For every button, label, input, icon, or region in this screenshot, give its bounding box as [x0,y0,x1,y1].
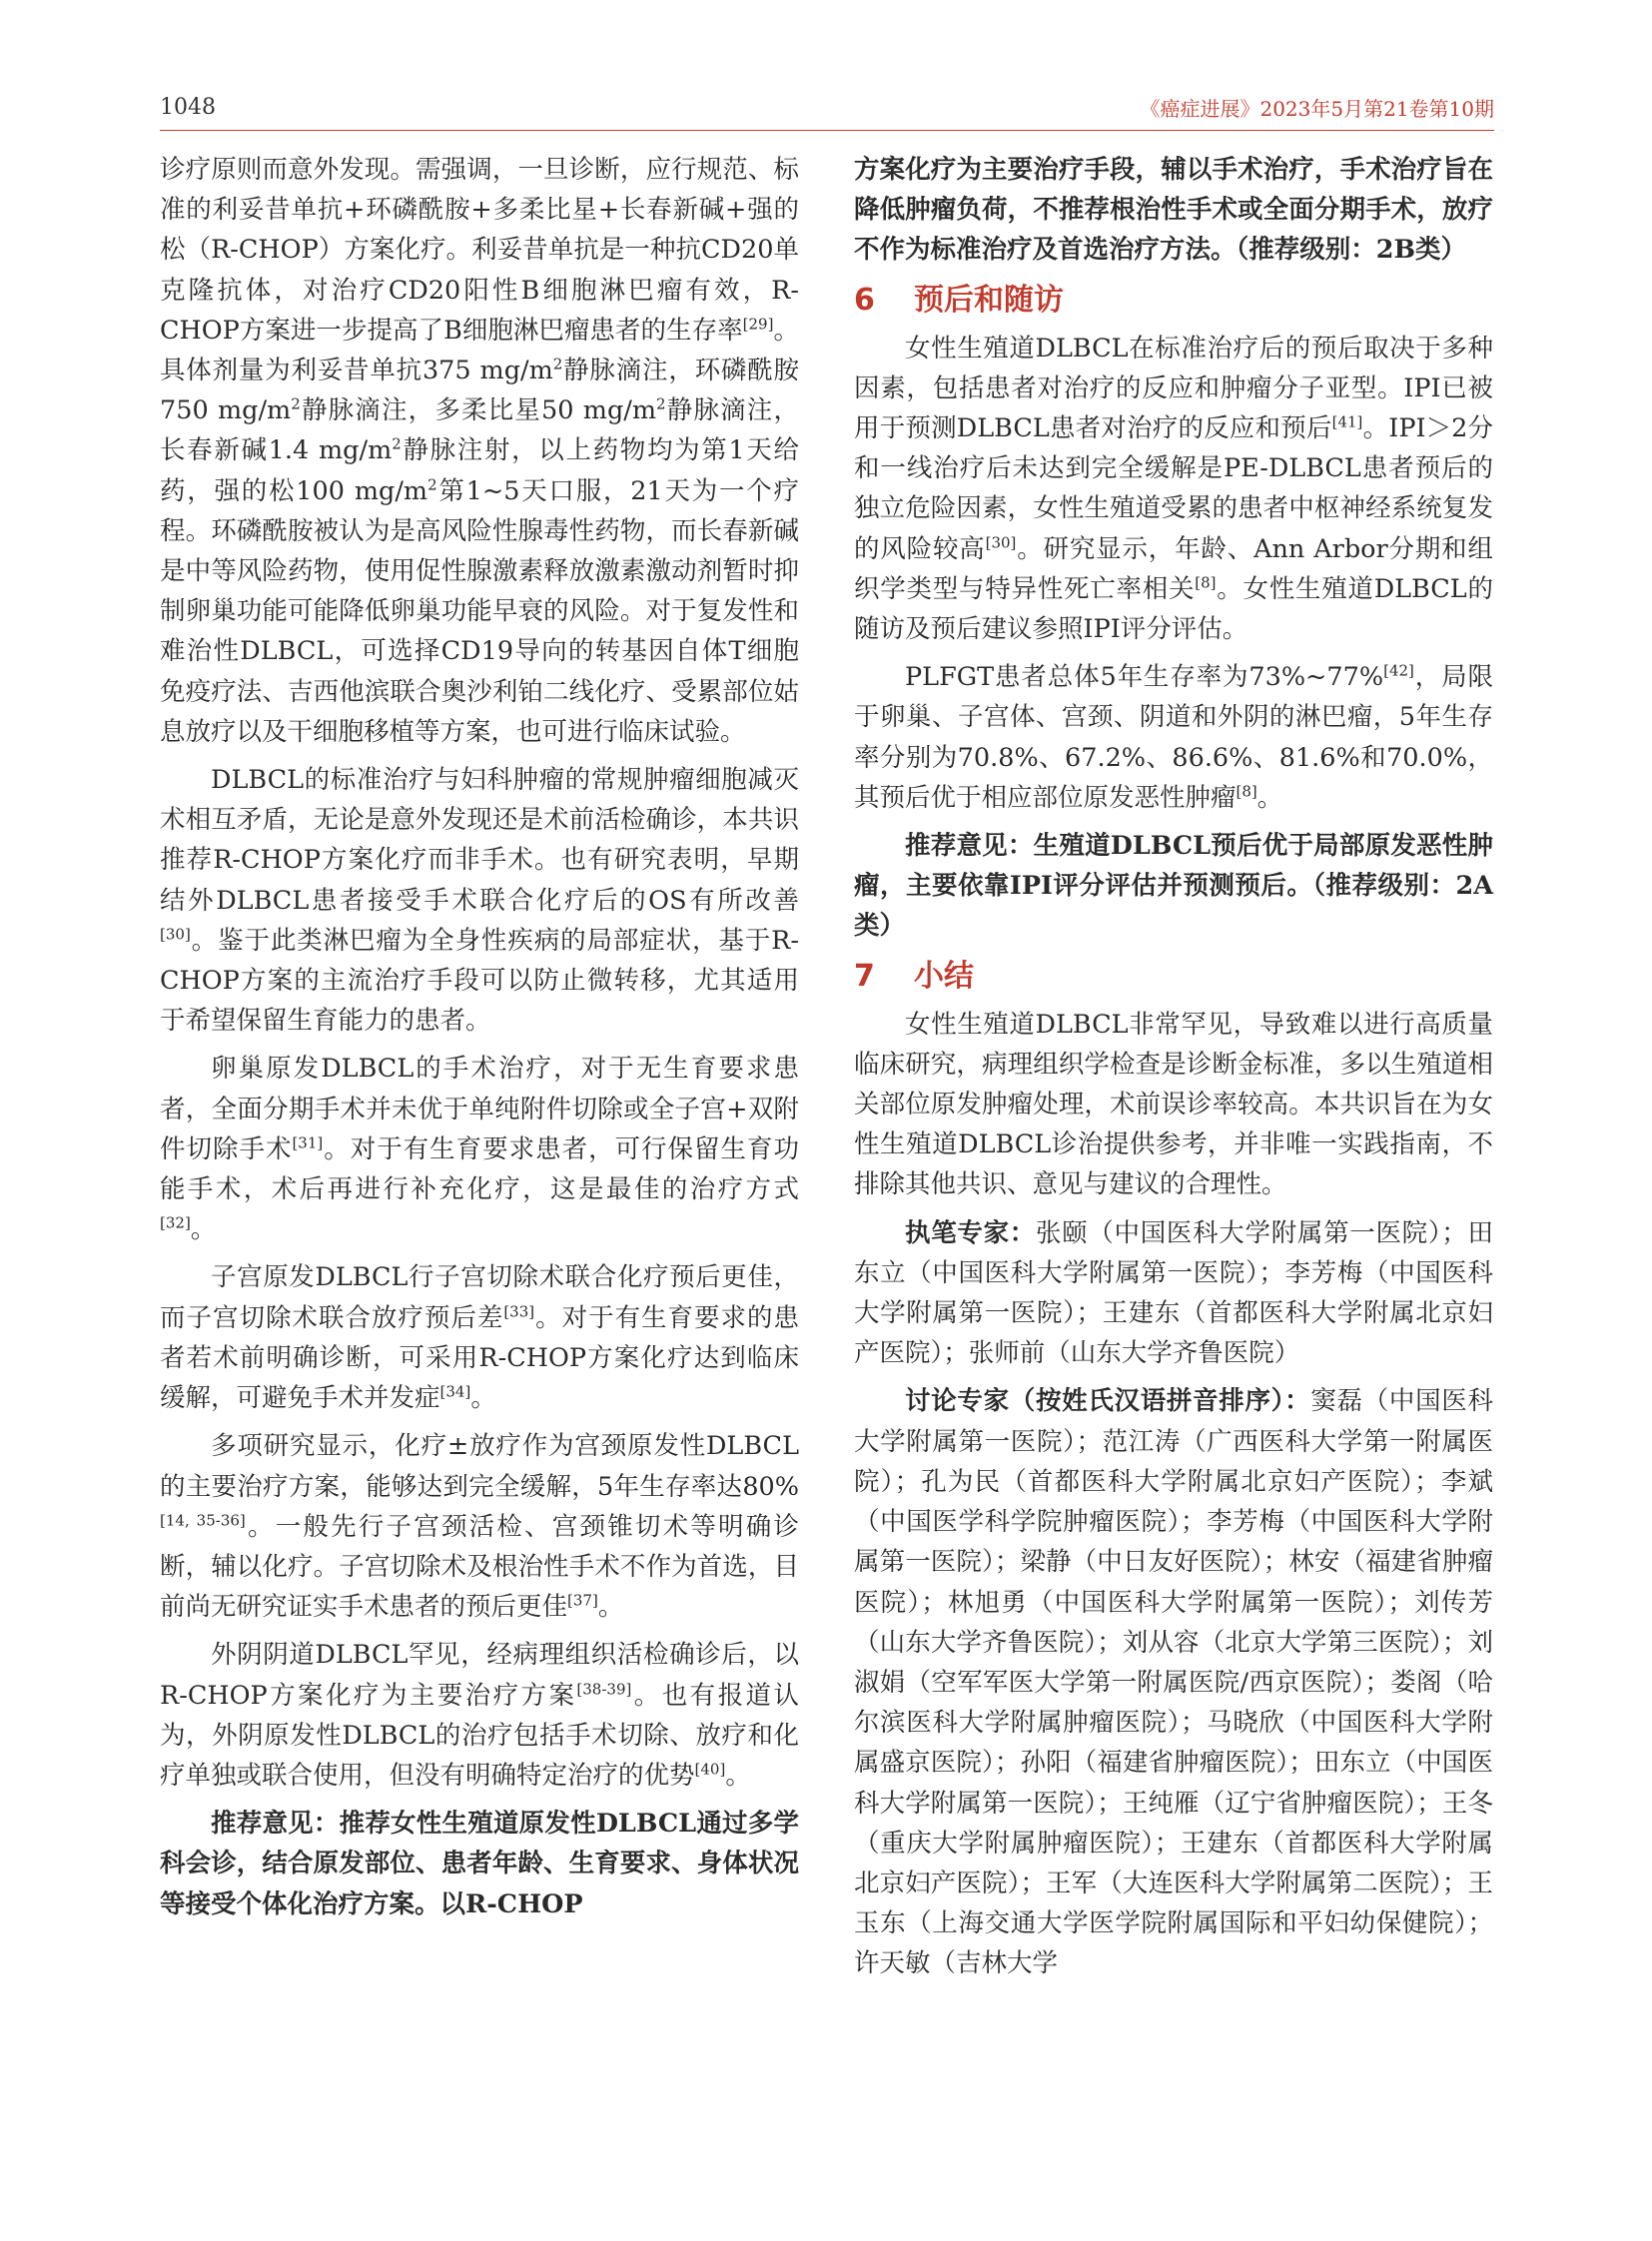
left-column [160,150,799,1932]
paragraph-writing-experts: 执笔专家：张颐（中国医科大学附属第一医院）；田东立（中国医科大学附属第一医院）；李芳梅（中国医科大学附属第一医院）；王建东（首都医科大学附属北京妇产医院）；张师前（山东大学齐鲁医院） [854,1217,1493,1369]
section-7-heading: 7 小结 [854,958,974,994]
paragraph-dosage: 诊疗原则而意外发现。需强调，一旦诊断，应行规范、标准的利妥昔单抗+环磷酰胺+多柔比星+长春新碱+强的松（R-CHOP）方案化疗。利妥昔单抗是一种抗CD20单克隆抗体，对治疗CD20阳性B细胞淋巴瘤有效，R-CHOP方案进一步提高了B细胞淋巴瘤患者的生存率[29]。具体剂量为利妥昔单抗375 $mg/m^2$静脉滴注，环磷酰胺750 $mg/m^2$静脉滴注，多柔比星50 $mg/m^2$静脉滴注，长春新碱1.4 $mg/m^2$静脉注射，以上药物均为第1天给药，强的松100 $mg/m^2$第1~5天口服，21天为一个疗程。环磷酰胺被认为是高风险性腺毒性药物，而长春新碱是中等风险药物，使用促性腺激素释放激素激动剂暂时抑制卵巢功能可能降低卵巢功能早衰的风险。对于复发性和难治性DLBCL，可选择CD19导向的转基因自体T细胞免疫疗法、吉西他滨联合奥沙利铂二线化疗、受累部位姑息放疗以及干细胞移植等方案，也可进行临床试验。 [160,155,800,747]
paragraph-summary: 女性生殖道DLBCL非常罕见，导致难以进行高质量临床研究，病理组织学检查是诊断金标准，多以生殖道相关部位原发肿瘤处理，术前误诊率较高。本共识旨在为女性生殖道DLBCL诊治提供参考，并非唯一实践指南，不排除其他共识、意见与建议的合理性。 [854,1009,1493,1200]
section-6-heading: 6 预后和随访 [854,282,1064,318]
paragraph-cervix: 多项研究显示，化疗±放疗作为宫颈原发性DLBCL的主要治疗方案，能够达到完全缓解，5年生存率达80%[14, 35-36]。一般先行子宫颈活检、宫颈锥切术等明确诊断，辅以化疗。子宫切除术及根治性手术不作为首选，目前尚无研究证实手术患者的预后更佳[37]。 [160,1431,799,1623]
paragraph-surgery-conflict: DLBCL的标准治疗与妇科肿瘤的常规肿瘤细胞减灭术相互矛盾，无论是意外发现还是术前活检确诊，本共识推荐R-CHOP方案化疗而非手术。也有研究表明，早期结外DLBCL患者接受手术联合化疗后的OS有所改善[30]。鉴于此类淋巴瘤为全身性疾病的局部症状，基于R-CHOP方案的主流治疗手段可以防止微转移，尤其适用于希望保留生育能力的患者。 [160,765,799,1037]
paragraph-ovary: 卵巢原发DLBCL的手术治疗，对于无生育要求患者，全面分期手术并未优于单纯附件切除或全子宫+双附件切除手术[31]。对于有生育要求患者，可行保留生育功能手术，术后再进行补充化疗，这是最佳的治疗方式[32]。 [160,1054,799,1245]
paragraph-discussion-experts: 讨论专家（按姓氏汉语拼音排序）：窦磊（中国医科大学附属第一医院）；范江涛（广西医科大学第一附属医院）；孔为民（首都医科大学附属北京妇产医院）；李斌（中国医学科学院肿瘤医院）；李芳梅（中国医科大学附属第一医院）；梁静（中日友好医院）；林安（福建省肿瘤医院）；林旭勇（中国医科大学附属第一医院）；刘传芳（山东大学齐鲁医院）；刘从容（北京大学第三医院）；刘淑娟（空军军医大学第一附属医院/西京医院）；娄阁（哈尔滨医科大学附属肿瘤医院）；马晓欣（中国医科大学附属盛京医院）；孙阳（福建省肿瘤医院）；田东立（中国医科大学附属第一医院）；王纯雁（辽宁省肿瘤医院）；王冬（重庆大学附属肿瘤医院）；王建东（首都医科大学附属北京妇产医院）；王军（大连医科大学附属第二医院）；王玉东（上海交通大学医学院附属国际和平妇幼保健院）；许天敏（吉林大学 [854,1386,1493,1979]
right-column [854,150,1493,1992]
recommendation-prognosis: 推荐意见：生殖道DLBCL预后优于局部原发恶性肿瘤，主要依靠IPI评分评估并预测预后。（推荐级别：2A类） [854,831,1493,942]
page-number: 1048 [160,95,216,120]
paragraph-prognosis: 女性生殖道DLBCL在标准治疗后的预后取决于多种因素，包括患者对治疗的反应和肿瘤分子亚型。IPI已被用于预测DLBCL患者对治疗的反应和预后[41]。IPI＞2分和一线治疗后未达到完全缓解是PE-DLBCL患者预后的独立危险因素，女性生殖道受累的患者中枢神经系统复发的风险较高[30]。研究显示，年龄、Ann Arbor分期和组织学类型与特异性死亡率相关[8]。女性生殖道DLBCL的随访及预后建议参照IPI评分评估。 [854,333,1493,645]
recommendation-treatment: 推荐意见：推荐女性生殖道原发性DLBCL通过多学科会诊，结合原发部位、患者年龄、生育要求、身体状况等接受个体化治疗方案。以R-CHOP [160,1809,799,1919]
journal-header: 《癌症进展》2023年5月第21卷第10期 [1140,97,1494,121]
header-divider [160,130,1494,131]
paragraph-vulva: 外阴阴道DLBCL罕见，经病理组织活检确诊后，以R-CHOP方案化疗为主要治疗方案[38-39]。也有报道认为，外阴原发性DLBCL的治疗包括手术切除、放疗和化疗单独或联合使用，但没有明确特定治疗的优势[40]。 [160,1640,799,1791]
paragraph-survival: PLFGT患者总体5年生存率为73%~77%[42]，局限于卵巢、子宫体、宫颈、阴道和外阴的淋巴瘤，5年生存率分别为70.8%、67.2%、86.6%、81.6%和70.0%，其预后优于相应部位原发恶性肿瘤[8]。 [854,661,1493,813]
recommendation-treatment-cont: 方案化疗为主要治疗手段，辅以手术治疗，手术治疗旨在降低肿瘤负荷，不推荐根治性手术或全面分期手术，放疗不作为标准治疗及首选治疗方法。（推荐级别：2B类） [854,155,1493,266]
paragraph-uterus: 子宫原发DLBCL行子宫切除术联合化疗预后更佳，而子宫切除术联合放疗预后差[33]。对于有生育要求的患者若术前明确诊断，可采用R-CHOP方案化疗达到临床缓解，可避免手术并发症[34]。 [160,1262,799,1414]
